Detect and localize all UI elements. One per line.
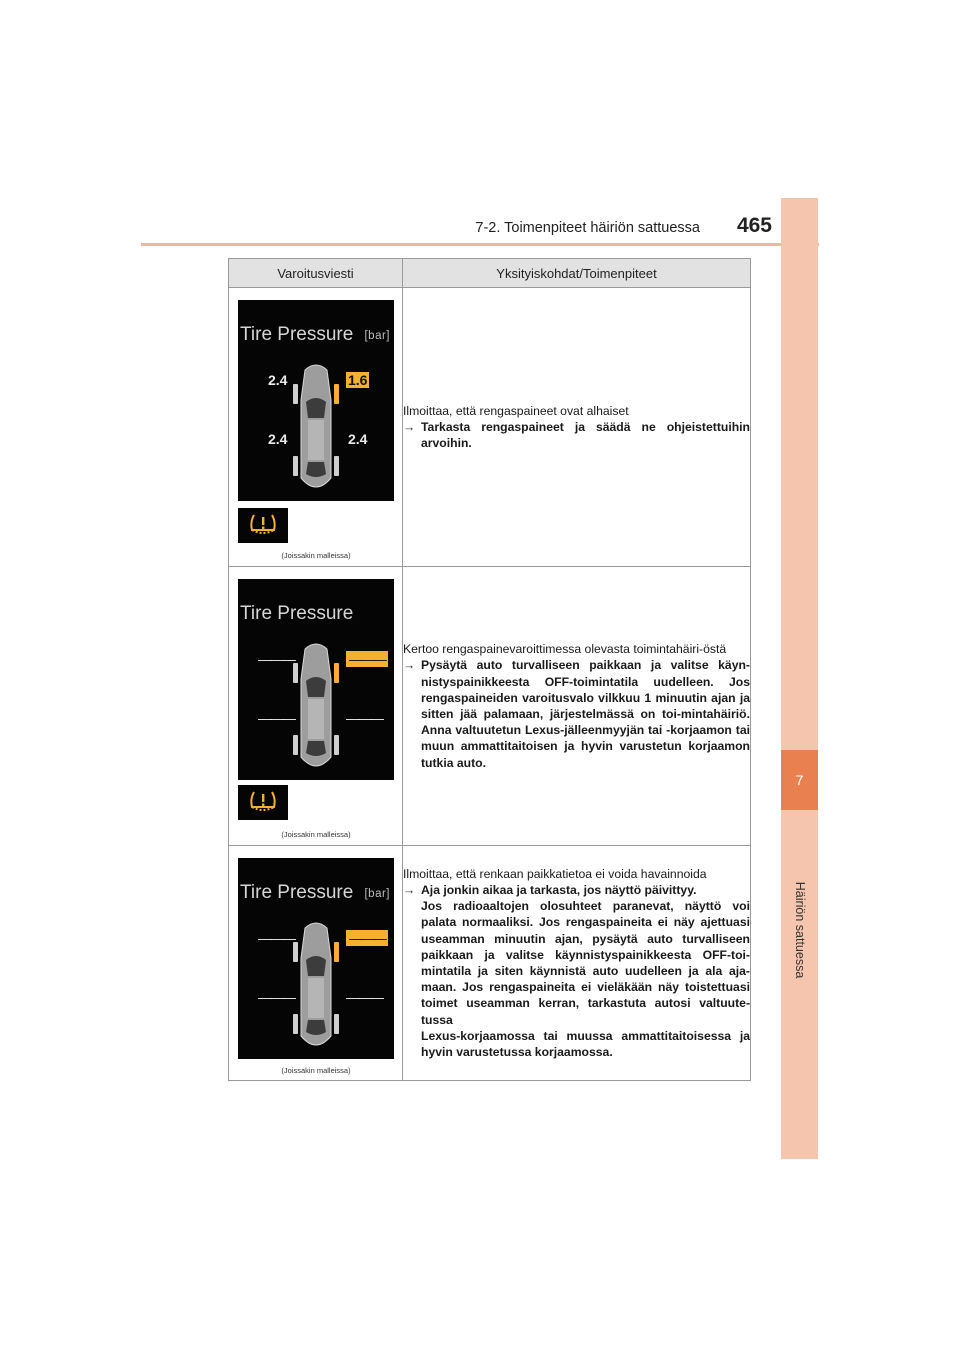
table-row (229, 846, 751, 1081)
display-title: Tire Pressure (240, 603, 354, 624)
page-number: 465 (736, 214, 772, 237)
table-header-row (229, 259, 751, 288)
display-unit: [bar] (364, 888, 390, 900)
model-note: (Joissakin malleissa) (281, 1066, 351, 1075)
action-text: Tarkasta rengaspaineet ja säädä ne ohjeistettuihin arvoihin. (421, 419, 750, 451)
car-top-view-icon (293, 360, 339, 498)
chapter-title: Häiriön sattuessa (793, 881, 807, 979)
rear-right-pressure: ——— (346, 989, 382, 1005)
warning-image-cell (229, 288, 403, 567)
model-note: (Joissakin malleissa) (281, 551, 351, 560)
action-text: Aja jonkin aikaa ja tarkasta, jos näyttö päivittyy. (421, 882, 697, 897)
tire-pressure-warning-icon (238, 508, 288, 543)
tire-pressure-warning-icon (238, 785, 288, 820)
warning-image-cell (229, 846, 403, 1081)
rear-left-pressure: ——— (258, 710, 294, 726)
table-row (229, 288, 751, 567)
front-left-pressure: 2.4 (268, 372, 288, 388)
display-title: Tire Pressure (240, 324, 354, 345)
car-top-view-icon (293, 918, 339, 1056)
front-right-pressure: 1.6 (348, 372, 368, 388)
chapter-side-tab (781, 198, 818, 1159)
warning-image-cell (229, 567, 403, 846)
tire-pressure-display (238, 858, 394, 1059)
rear-left-pressure: ——— (258, 989, 294, 1005)
arrow-right-icon: → (403, 882, 416, 897)
action-text: Lexus-korjaamossa tai muussa ammattitaitoisessa ja hyvin varustetussa korjaamossa. (421, 1028, 750, 1060)
table-row (229, 567, 751, 846)
arrow-right-icon: → (403, 658, 416, 673)
warning-lamp (238, 785, 288, 820)
chapter-number: 7 (781, 750, 818, 810)
details-cell (403, 846, 751, 1081)
rear-left-pressure: 2.4 (268, 431, 288, 447)
arrow-right-icon: → (403, 419, 416, 434)
warning-message-table (228, 258, 751, 1081)
car-top-view-icon (293, 639, 339, 777)
details-cell (403, 288, 751, 567)
display-title: Tire Pressure (240, 882, 354, 903)
column-header-details-actions: Yksityiskohdat/Toimenpiteet (403, 259, 751, 288)
action-step (403, 419, 750, 451)
action-step (403, 882, 750, 1060)
action-text: Pysäytä auto turvalliseen paikkaan ja valitse käyn-nistyspainikkeesta OFF-toimintatila uudelleen. Jos rengaspaineiden varoitusvalo vilkkuu 1 minuutin ajan ja sitten jää palamaan, järjestelmässä on toi-mintahäiriö. Anna valtuutetun Lexus-jälleenmyyjän tai -korjaamon tai muun ammattitaitoisen ja hyvin varustetun korjaamon tutkia auto. (421, 658, 750, 770)
display-unit: [bar] (364, 330, 390, 342)
front-left-pressure: ——— (258, 651, 294, 667)
rear-right-pressure: ——— (346, 710, 382, 726)
action-step (403, 657, 750, 770)
front-right-pressure: ——— (346, 930, 388, 946)
details-cell (403, 567, 751, 846)
warning-description: Ilmoittaa, että renkaan paikkatietoa ei voida havainnoida (403, 866, 707, 881)
column-header-warning-message: Varoitusviesti (229, 259, 403, 288)
warning-description: Kertoo rengaspainevaroittimessa olevasta toimintahäiri-östä (403, 642, 727, 657)
rear-right-pressure: 2.4 (348, 431, 368, 447)
model-note: (Joissakin malleissa) (281, 830, 351, 839)
warning-description: Ilmoittaa, että rengaspaineet ovat alhaiset (403, 403, 629, 418)
front-left-pressure: ——— (258, 930, 294, 946)
tire-pressure-display (238, 300, 394, 501)
front-right-pressure: ——— (346, 651, 388, 667)
section-title: 7-2. Toimenpiteet häiriön sattuessa (475, 220, 700, 236)
tire-pressure-display (238, 579, 394, 780)
action-text: Jos radioaaltojen olosuhteet paranevat, näyttö voi palata normaaliksi. Jos rengaspaineita ei näy ajettuasi useamman minuutin ajan, pysäytä auto turvalliseen paikkaan ja valitse käynnistyspainikkeesta OFF-toi-mintatila ja siten käynnistä auto uudelleen ja ala aja-maan. Jos rengaspaineita ei vieläkään näy toistettuasi toimet useamman kerran, tarkastuta autosi valtuute-tussa (421, 899, 750, 1027)
warning-lamp (238, 508, 288, 543)
header-divider (141, 243, 819, 246)
